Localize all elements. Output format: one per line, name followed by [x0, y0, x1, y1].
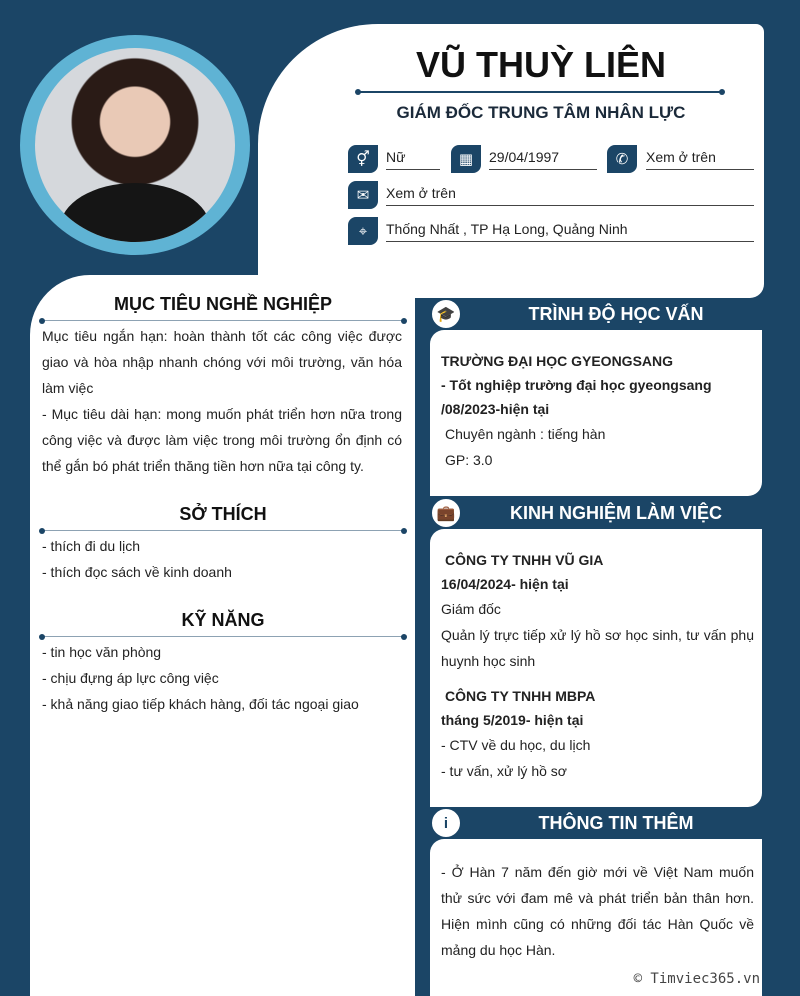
gpa: GP: 3.0	[445, 452, 493, 468]
hobbies-title: SỞ THÍCH	[179, 504, 267, 524]
objective-title: MỤC TIÊU NGHỀ NGHIỆP	[113, 294, 332, 314]
job-period: 16/04/2024- hiện tại	[441, 576, 569, 592]
email-icon: ✉	[348, 181, 378, 209]
degree: - Tốt nghiệp trường đại học gyeongsang	[441, 377, 712, 393]
education-title: TRÌNH ĐỘ HỌC VẤN	[528, 304, 704, 324]
info-icon: i	[430, 807, 462, 839]
objective-text: Mục tiêu ngắn hạn: hoàn thành tốt các công việc được giao và hòa nhập nhanh chóng với môi trường, văn hóa làm việc - Mục tiêu dài hạn: mong muốn phát triển hơn nữa trong công việc và được làm việc trong môi trường ổn định có thể gắn bó phát triển thăng tiền hơn nữa tại công ty.	[42, 328, 402, 474]
major: Chuyên ngành : tiếng hàn	[445, 426, 606, 442]
skills-title: KỸ NĂNG	[181, 610, 265, 630]
extra-header	[430, 808, 762, 838]
avatar	[35, 48, 235, 242]
list-item: - tin học văn phòng	[42, 644, 162, 660]
gender-field: Nữ	[386, 149, 440, 170]
job-line: - CTV về du học, du lịch	[441, 737, 591, 753]
list-item: - chịu đựng áp lực công việc	[42, 670, 219, 686]
address-field: Thống Nhất , TP Hạ Long, Quảng Ninh	[386, 221, 754, 242]
candidate-name: VŨ THUỲ LIÊN	[415, 44, 666, 85]
extra-text: - Ở Hàn 7 năm đến giờ mới về Việt Nam muốn thử sức với đam mê và phát triển bản thân hơn. Hiện mình cũng có những đối tác Hàn Quốc về mảng du học Hàn.	[441, 864, 754, 958]
education-period: /08/2023-hiện tại	[441, 401, 550, 417]
company-name: CÔNG TY TNHH VŨ GIA	[445, 552, 604, 568]
graduation-cap-icon: 🎓	[430, 298, 462, 330]
education-header	[430, 299, 762, 329]
list-item: - thích đọc sách về kinh doanh	[42, 564, 232, 580]
birthdate-field: 29/04/1997	[489, 149, 597, 170]
hobbies-divider	[42, 530, 404, 531]
name-divider	[358, 91, 722, 93]
email-field: Xem ở trên	[386, 185, 754, 206]
calendar-icon: ▦	[451, 145, 481, 173]
phone-field: Xem ở trên	[646, 149, 754, 170]
list-item: - khả năng giao tiếp khách hàng, đối tác ngoại giao	[42, 696, 359, 712]
job-line: - tư vấn, xử lý hồ sơ	[441, 763, 567, 779]
objective-divider	[42, 320, 404, 321]
job-period: tháng 5/2019- hiện tại	[441, 712, 584, 728]
experience-header	[430, 498, 762, 528]
gender-icon: ⚥	[348, 145, 378, 173]
company-name: CÔNG TY TNHH MBPA	[445, 688, 596, 704]
job-role: Giám đốc	[441, 601, 501, 617]
candidate-position: GIÁM ĐỐC TRUNG TÂM NHÂN LỰC	[396, 103, 686, 122]
extra-title: THÔNG TIN THÊM	[538, 813, 694, 833]
skills-divider	[42, 636, 404, 637]
list-item: - thích đi du lịch	[42, 538, 141, 554]
experience-title: KINH NGHIỆM LÀM VIỆC	[509, 503, 722, 523]
school-name: TRƯỜNG ĐẠI HỌC GYEONGSANG	[441, 353, 674, 369]
briefcase-icon: 💼	[430, 497, 462, 529]
location-icon: ⌖	[348, 217, 378, 245]
job-description: Quản lý trực tiếp xử lý hồ sơ học sinh, tư vấn phụ huynh học sinh	[441, 627, 754, 669]
phone-icon: ✆	[607, 145, 637, 173]
copyright: © Timviec365.vn	[633, 971, 760, 987]
